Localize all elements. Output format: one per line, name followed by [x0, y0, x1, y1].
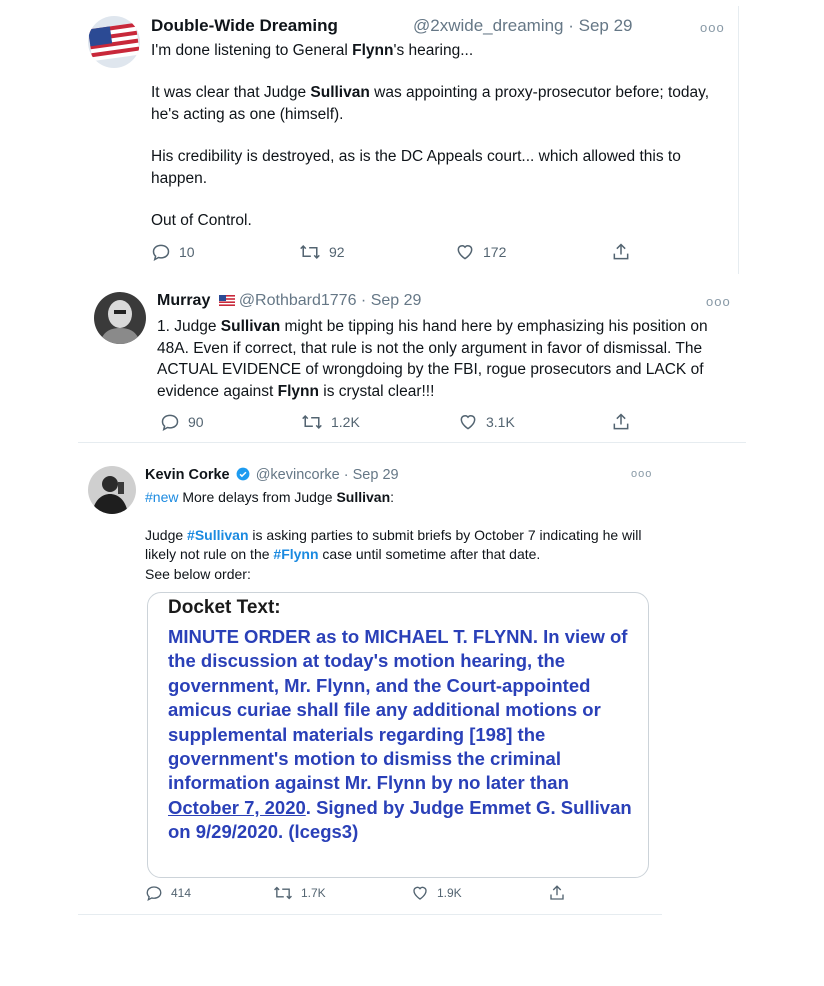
reply-count: 90 [188, 414, 204, 430]
retweet-count: 92 [329, 244, 345, 260]
divider [738, 6, 739, 274]
like-count: 3.1K [486, 414, 515, 430]
like-count: 172 [483, 244, 507, 260]
reply-icon [151, 242, 171, 262]
divider [78, 914, 662, 915]
heart-icon [458, 412, 478, 432]
reply-count: 414 [171, 886, 192, 900]
like-button[interactable] [411, 884, 548, 902]
more-options-icon[interactable]: ooo [706, 294, 731, 309]
portrait-icon [94, 292, 146, 344]
reply-icon [160, 412, 180, 432]
share-button[interactable] [611, 412, 631, 432]
timestamp[interactable]: Sep 29 [352, 467, 399, 483]
display-name[interactable]: Murray [157, 292, 211, 309]
share-icon [611, 412, 631, 432]
tweet-text: I'm done listening to General Flynn's hearing... It was clear that Judge Sullivan was appointing a proxy-prosecutor before; today, he's acting as one (himself). His credibility is destroyed, as is the DC Appeals court... which allowed this to happen. Out of Control. [151, 42, 710, 229]
reply-button[interactable] [160, 412, 301, 432]
docket-title: Docket Text: [168, 597, 281, 618]
like-button[interactable] [458, 412, 611, 432]
timestamp[interactable]: Sep 29 [370, 292, 422, 309]
reply-button[interactable] [151, 242, 299, 262]
tweet-header: Kevin Corke @kevincorke · Sep 29 [145, 467, 399, 483]
tweet-header: Murray @Rothbard1776 · Sep 29 [157, 292, 422, 309]
tweet-actions [151, 242, 631, 262]
handle[interactable]: @Rothbard1776 [238, 292, 357, 309]
tweet-meta: @2xwide_dreaming · Sep 29 [413, 16, 633, 35]
avatar-flag[interactable] [88, 16, 140, 68]
hashtag-link[interactable]: #Flynn [273, 546, 319, 563]
retweet-icon [299, 242, 321, 262]
tweet-header [151, 16, 338, 36]
reply-button[interactable] [145, 884, 273, 902]
display-name[interactable]: Kevin Corke [145, 467, 230, 483]
timestamp[interactable]: Sep 29 [578, 16, 633, 35]
us-flag-emoji-icon [219, 295, 235, 306]
retweet-button[interactable] [301, 412, 458, 432]
tweet-actions [145, 884, 566, 902]
retweet-button[interactable] [273, 884, 411, 902]
handle[interactable]: @kevincorke [255, 467, 340, 483]
more-options-icon[interactable]: ooo [700, 20, 725, 35]
reply-count: 10 [179, 244, 195, 260]
verified-badge-icon [236, 467, 250, 481]
tweet-text: #new More delays from Judge Sullivan: Judge #Sullivan is asking parties to submit briefs by October 7 indicating he will likely not rule on the #Flynn case until sometime after that date. See below order: [145, 489, 642, 582]
reply-icon [145, 884, 163, 902]
docket-text: MINUTE ORDER as to MICHAEL T. FLYNN. In view of the discussion at today's motion hearing, the government, Mr. Flynn, and the Court-appointed amicus curiae shall file any additional motions or supplemental materials regarding [198] the government's motion to dismiss the criminal information against Mr. Flynn by no later than October 7, 2020. Signed by Judge Emmet G. Sullivan on 9/29/2020. (lcegs3) [168, 626, 632, 843]
share-button[interactable] [611, 242, 631, 262]
retweet-icon [273, 884, 293, 902]
more-options-icon[interactable]: ooo [631, 468, 653, 480]
like-button[interactable] [455, 242, 611, 262]
like-count: 1.9K [437, 886, 462, 900]
share-button[interactable] [548, 884, 566, 902]
share-icon [611, 242, 631, 262]
hashtag-link[interactable]: #new [145, 489, 179, 505]
divider [78, 442, 746, 443]
handle[interactable]: @2xwide_dreaming [413, 16, 564, 35]
avatar-kevin-corke[interactable] [88, 466, 136, 514]
retweet-count: 1.7K [301, 886, 326, 900]
retweet-icon [301, 412, 323, 432]
retweet-button[interactable] [299, 242, 455, 262]
hashtag-link[interactable]: #Sullivan [187, 526, 249, 543]
attached-image-docket[interactable] [147, 592, 649, 878]
retweet-count: 1.2K [331, 414, 360, 430]
avatar-murray[interactable] [94, 292, 146, 344]
tweet-text: 1. Judge Sullivan might be tipping his hand here by emphasizing his position on 48A. Even if correct, that rule is not the only argument in favor of dismissal. The ACTUAL EVIDENCE of wrongdoing by the FBI, rogue prosecutors and LACK of evidence against Flynn is crystal clear!!! [157, 318, 708, 401]
heart-icon [455, 242, 475, 262]
portrait-icon [88, 466, 136, 514]
heart-icon [411, 884, 429, 902]
tweet-actions [160, 412, 631, 432]
display-name[interactable]: Double-Wide Dreaming [151, 16, 338, 35]
share-icon [548, 884, 566, 902]
us-flag-icon [88, 16, 140, 68]
